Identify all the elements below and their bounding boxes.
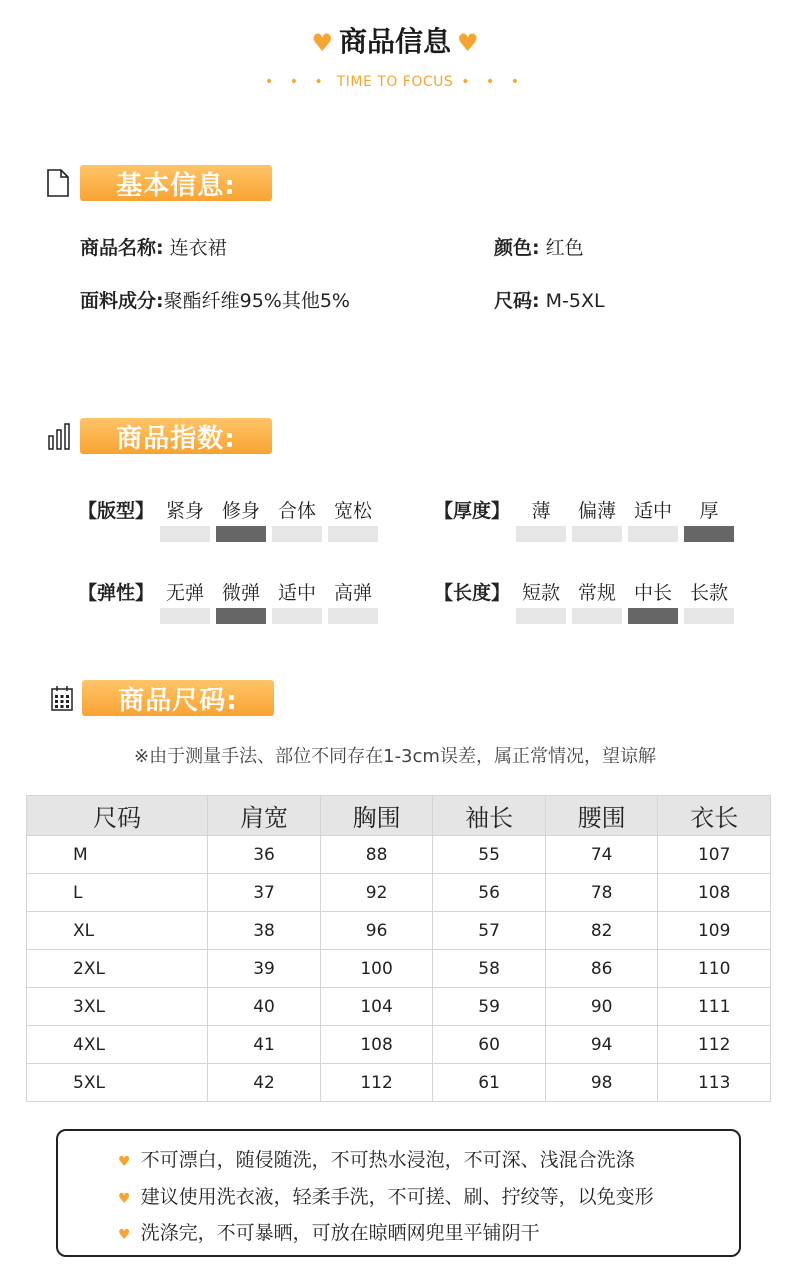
- column-header: 胸围: [320, 796, 433, 836]
- index-bar: [160, 526, 210, 542]
- index-bar-selected: [628, 608, 678, 624]
- size-range-row: [494, 286, 605, 313]
- index-option-label: 修身: [221, 500, 260, 522]
- product-index-label: 商品指数:: [80, 418, 272, 454]
- index-option-label: 厚: [699, 500, 719, 522]
- table-cell: 111: [658, 988, 771, 1026]
- table-cell: M: [27, 836, 208, 874]
- measurement-note: ※由于测量手法、部位不同存在1-3cm误差，属正常情况，望谅解: [134, 746, 656, 767]
- table-cell: 82: [545, 912, 658, 950]
- fabric-key: 面料成分:: [80, 290, 164, 312]
- column-header: 尺码: [27, 796, 208, 836]
- table-cell: 110: [658, 950, 771, 988]
- heart-icon: ♥: [118, 1227, 131, 1243]
- care-item: [118, 1218, 540, 1245]
- index-option-label: 短款: [521, 582, 560, 604]
- index-option-label: 高弹: [333, 582, 372, 604]
- table-cell: 5XL: [27, 1064, 208, 1102]
- index-option-label: 紧身: [165, 500, 204, 522]
- index-option-label: 合体: [277, 500, 316, 522]
- index-option-label: 偏薄: [577, 500, 616, 522]
- table-cell: 4XL: [27, 1026, 208, 1064]
- table-cell: 113: [658, 1064, 771, 1102]
- page-title: [0, 20, 790, 60]
- fabric-value: 聚酯纤维95%其他5%: [163, 290, 350, 312]
- index-option-label: 常规: [577, 582, 616, 604]
- basic-info-label: 基本信息:: [80, 165, 272, 201]
- index-bar: [516, 608, 566, 624]
- table-row: [27, 950, 771, 988]
- dots-decoration: • • •: [461, 74, 525, 90]
- care-item-text: 洗涤完，不可暴晒，可放在晾晒网兜里平铺阴干: [140, 1222, 540, 1244]
- index-bar: [272, 608, 322, 624]
- heart-icon: ♥: [118, 1154, 131, 1170]
- index-option-label: 薄: [531, 500, 551, 522]
- table-cell: 100: [320, 950, 433, 988]
- fabric-row: [80, 286, 350, 313]
- table-cell: 59: [433, 988, 546, 1026]
- table-row: [27, 988, 771, 1026]
- size-range-key: 尺码:: [494, 290, 540, 312]
- table-cell: 98: [545, 1064, 658, 1102]
- index-bar: [684, 608, 734, 624]
- column-header: 衣长: [658, 796, 771, 836]
- index-option-label: 微弹: [221, 582, 260, 604]
- table-cell: 108: [658, 874, 771, 912]
- bar-chart-icon: [48, 422, 72, 454]
- index-group-label: 【厚度】: [434, 500, 511, 522]
- table-cell: 3XL: [27, 988, 208, 1026]
- document-icon: [47, 169, 69, 201]
- care-item-text: 不可漂白，随侵随洗，不可热水浸泡，不可深、浅混合洗涤: [140, 1149, 635, 1171]
- table-cell: 109: [658, 912, 771, 950]
- color-value: 红色: [545, 237, 584, 259]
- index-bar: [572, 526, 622, 542]
- column-header: 肩宽: [208, 796, 321, 836]
- size-table-header: [27, 796, 771, 836]
- table-cell: 108: [320, 1026, 433, 1064]
- index-option-label: 适中: [277, 582, 316, 604]
- index-bar: [272, 526, 322, 542]
- care-item: [118, 1145, 635, 1172]
- table-cell: 61: [433, 1064, 546, 1102]
- table-row: [27, 1026, 771, 1064]
- index-bar: [160, 608, 210, 624]
- table-cell: 112: [320, 1064, 433, 1102]
- table-cell: 112: [658, 1026, 771, 1064]
- index-group-label: 【长度】: [434, 582, 511, 604]
- calendar-grid-icon: [51, 685, 73, 715]
- product-name-key: 商品名称:: [80, 237, 164, 259]
- size-range-value: M-5XL: [545, 290, 605, 312]
- page-subtitle: [0, 74, 790, 90]
- heart-icon: ♥: [457, 29, 479, 57]
- care-item-text: 建议使用洗衣液，轻柔手洗，不可搓、刷、拧绞等，以免变形: [140, 1186, 654, 1208]
- table-cell: 55: [433, 836, 546, 874]
- heart-icon: ♥: [118, 1191, 131, 1207]
- index-bar-selected: [216, 526, 266, 542]
- column-header: 袖长: [433, 796, 546, 836]
- table-cell: 104: [320, 988, 433, 1026]
- index-group-label: 【版型】: [78, 500, 155, 522]
- index-bar: [628, 526, 678, 542]
- table-row: [27, 836, 771, 874]
- table-cell: 74: [545, 836, 658, 874]
- index-bar: [328, 608, 378, 624]
- index-option-label: 适中: [633, 500, 672, 522]
- table-cell: 88: [320, 836, 433, 874]
- table-row: [27, 874, 771, 912]
- table-row: [27, 912, 771, 950]
- color-key: 颜色:: [494, 237, 540, 259]
- index-option-label: 无弹: [165, 582, 204, 604]
- index-option-label: 宽松: [333, 500, 372, 522]
- table-cell: 57: [433, 912, 546, 950]
- table-cell: 41: [208, 1026, 321, 1064]
- table-cell: 39: [208, 950, 321, 988]
- heart-icon: ♥: [311, 29, 333, 57]
- product-name-row: [80, 233, 227, 260]
- care-instructions-box: [56, 1129, 741, 1257]
- table-cell: 36: [208, 836, 321, 874]
- dots-decoration: • • •: [265, 74, 329, 90]
- page-subtitle-text: TIME TO FOCUS: [336, 74, 454, 90]
- table-cell: 94: [545, 1026, 658, 1064]
- table-cell: 42: [208, 1064, 321, 1102]
- table-cell: L: [27, 874, 208, 912]
- table-cell: 90: [545, 988, 658, 1026]
- table-cell: 96: [320, 912, 433, 950]
- table-cell: XL: [27, 912, 208, 950]
- table-cell: 37: [208, 874, 321, 912]
- index-bar: [516, 526, 566, 542]
- table-cell: 56: [433, 874, 546, 912]
- index-bar-selected: [216, 608, 266, 624]
- size-table: [26, 795, 771, 1102]
- column-header: 腰围: [545, 796, 658, 836]
- table-cell: 107: [658, 836, 771, 874]
- index-group-label: 【弹性】: [78, 582, 155, 604]
- index-bar-selected: [684, 526, 734, 542]
- table-cell: 86: [545, 950, 658, 988]
- table-row: [27, 1064, 771, 1102]
- table-cell: 60: [433, 1026, 546, 1064]
- table-cell: 40: [208, 988, 321, 1026]
- index-bar: [328, 526, 378, 542]
- color-row: [494, 233, 584, 260]
- index-bar: [572, 608, 622, 624]
- table-cell: 78: [545, 874, 658, 912]
- index-option-label: 长款: [689, 582, 728, 604]
- table-cell: 2XL: [27, 950, 208, 988]
- care-item: [118, 1182, 654, 1209]
- table-cell: 38: [208, 912, 321, 950]
- index-option-label: 中长: [633, 582, 672, 604]
- table-cell: 92: [320, 874, 433, 912]
- product-name-value: 连衣裙: [169, 237, 227, 259]
- product-size-label: 商品尺码:: [82, 680, 274, 716]
- page-title-text: 商品信息: [338, 25, 451, 58]
- table-cell: 58: [433, 950, 546, 988]
